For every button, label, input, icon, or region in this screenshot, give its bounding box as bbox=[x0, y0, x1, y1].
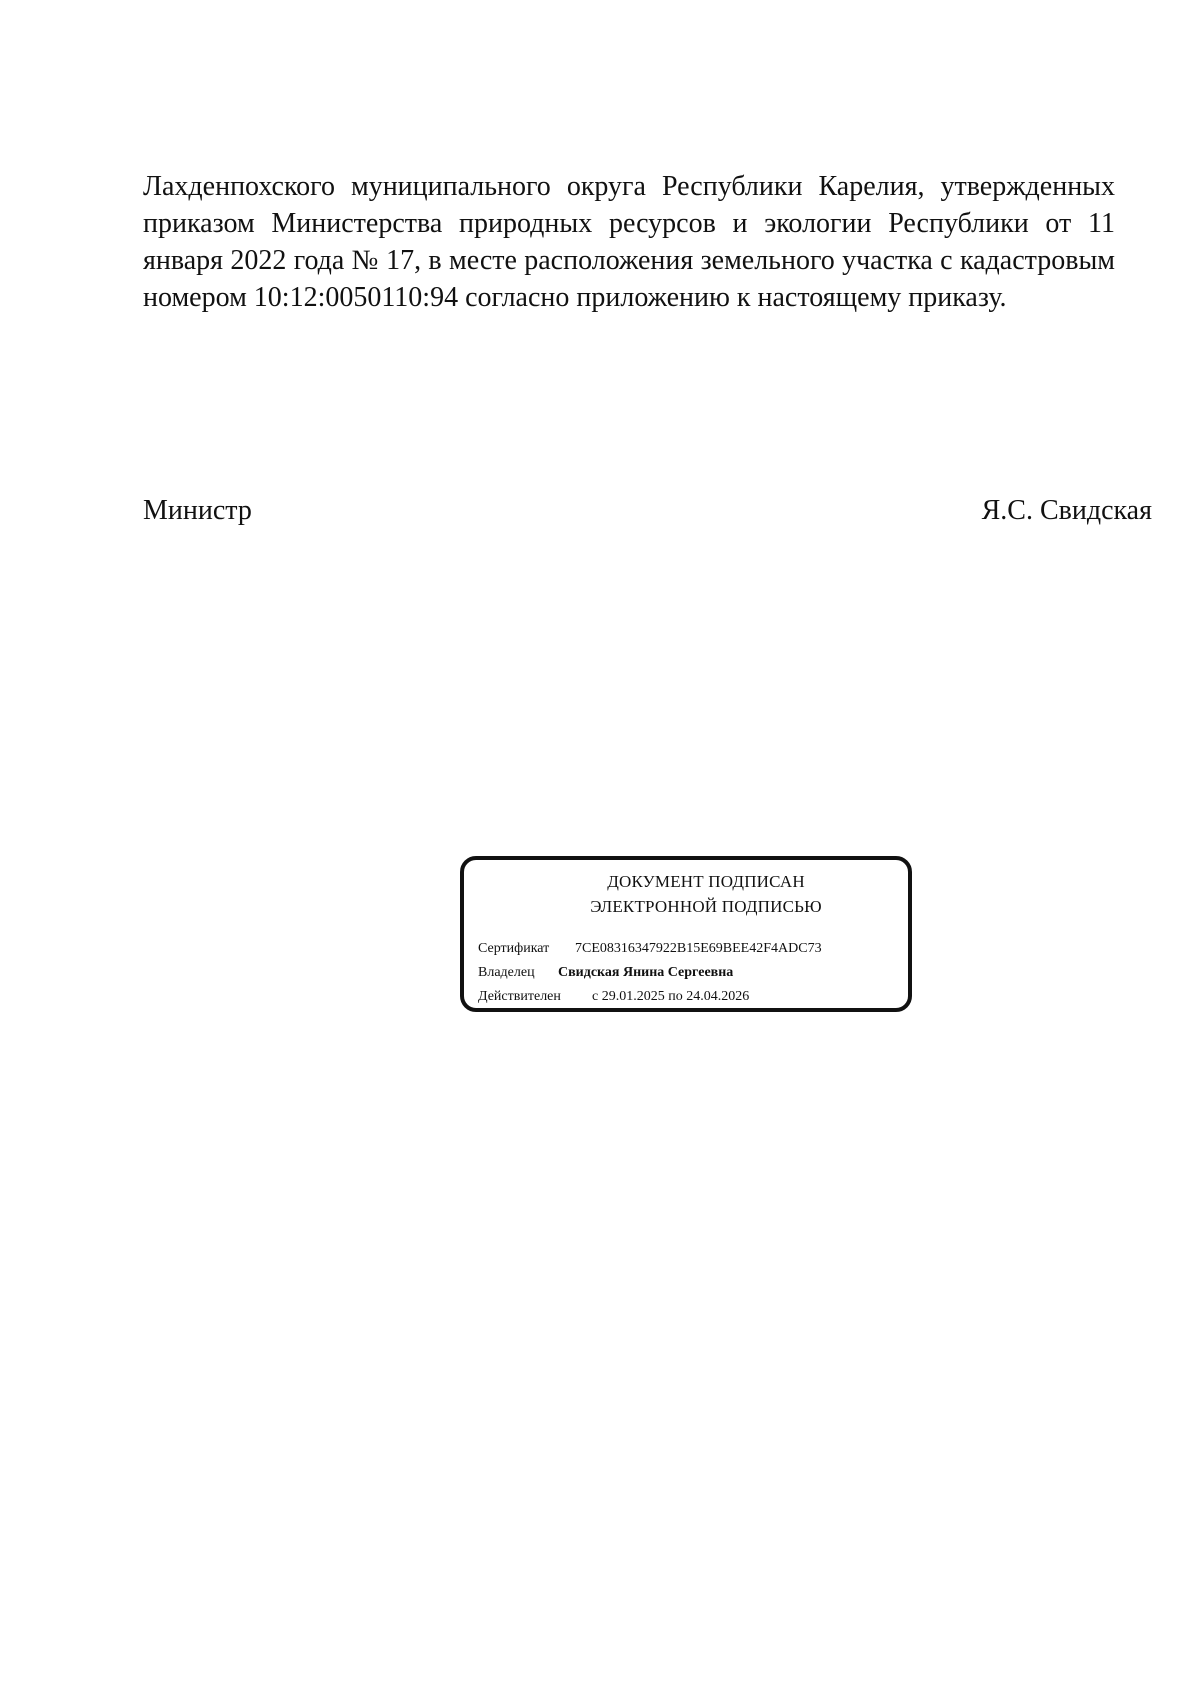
stamp-certificate-row bbox=[478, 940, 822, 958]
order-body-paragraph: Лахденпохского муниципального округа Республики Карелия, утвержденных приказом Министерства природных ресурсов и экологии Республики от 11 января 2022 года № 17, в месте расположения земельного участка с кадастровым номером 10:12:0050110:94 согласно приложению к настоящему приказу. bbox=[143, 171, 1115, 313]
certificate-label: Сертификат bbox=[478, 941, 550, 956]
signatory-title: Министр bbox=[143, 495, 252, 526]
stamp-validity-row bbox=[478, 988, 749, 1006]
stamp-title bbox=[464, 869, 908, 919]
owner-label: Владелец bbox=[478, 965, 535, 980]
stamp-title-line-2: ЭЛЕКТРОННОЙ ПОДПИСЬЮ bbox=[590, 897, 822, 916]
signatory-name: Я.С. Свидская bbox=[981, 495, 1152, 526]
certificate-value: 7CE08316347922B15E69BEE42F4ADC73 bbox=[575, 941, 822, 956]
stamp-owner-row bbox=[478, 964, 733, 982]
validity-label: Действителен bbox=[478, 989, 561, 1004]
owner-value: Свидская Янина Сергеевна bbox=[558, 965, 734, 980]
electronic-signature-stamp bbox=[460, 856, 912, 1012]
stamp-title-line-1: ДОКУМЕНТ ПОДПИСАН bbox=[607, 872, 805, 891]
signature-line bbox=[143, 492, 1152, 529]
validity-value: с 29.01.2025 по 24.04.2026 bbox=[592, 989, 750, 1004]
